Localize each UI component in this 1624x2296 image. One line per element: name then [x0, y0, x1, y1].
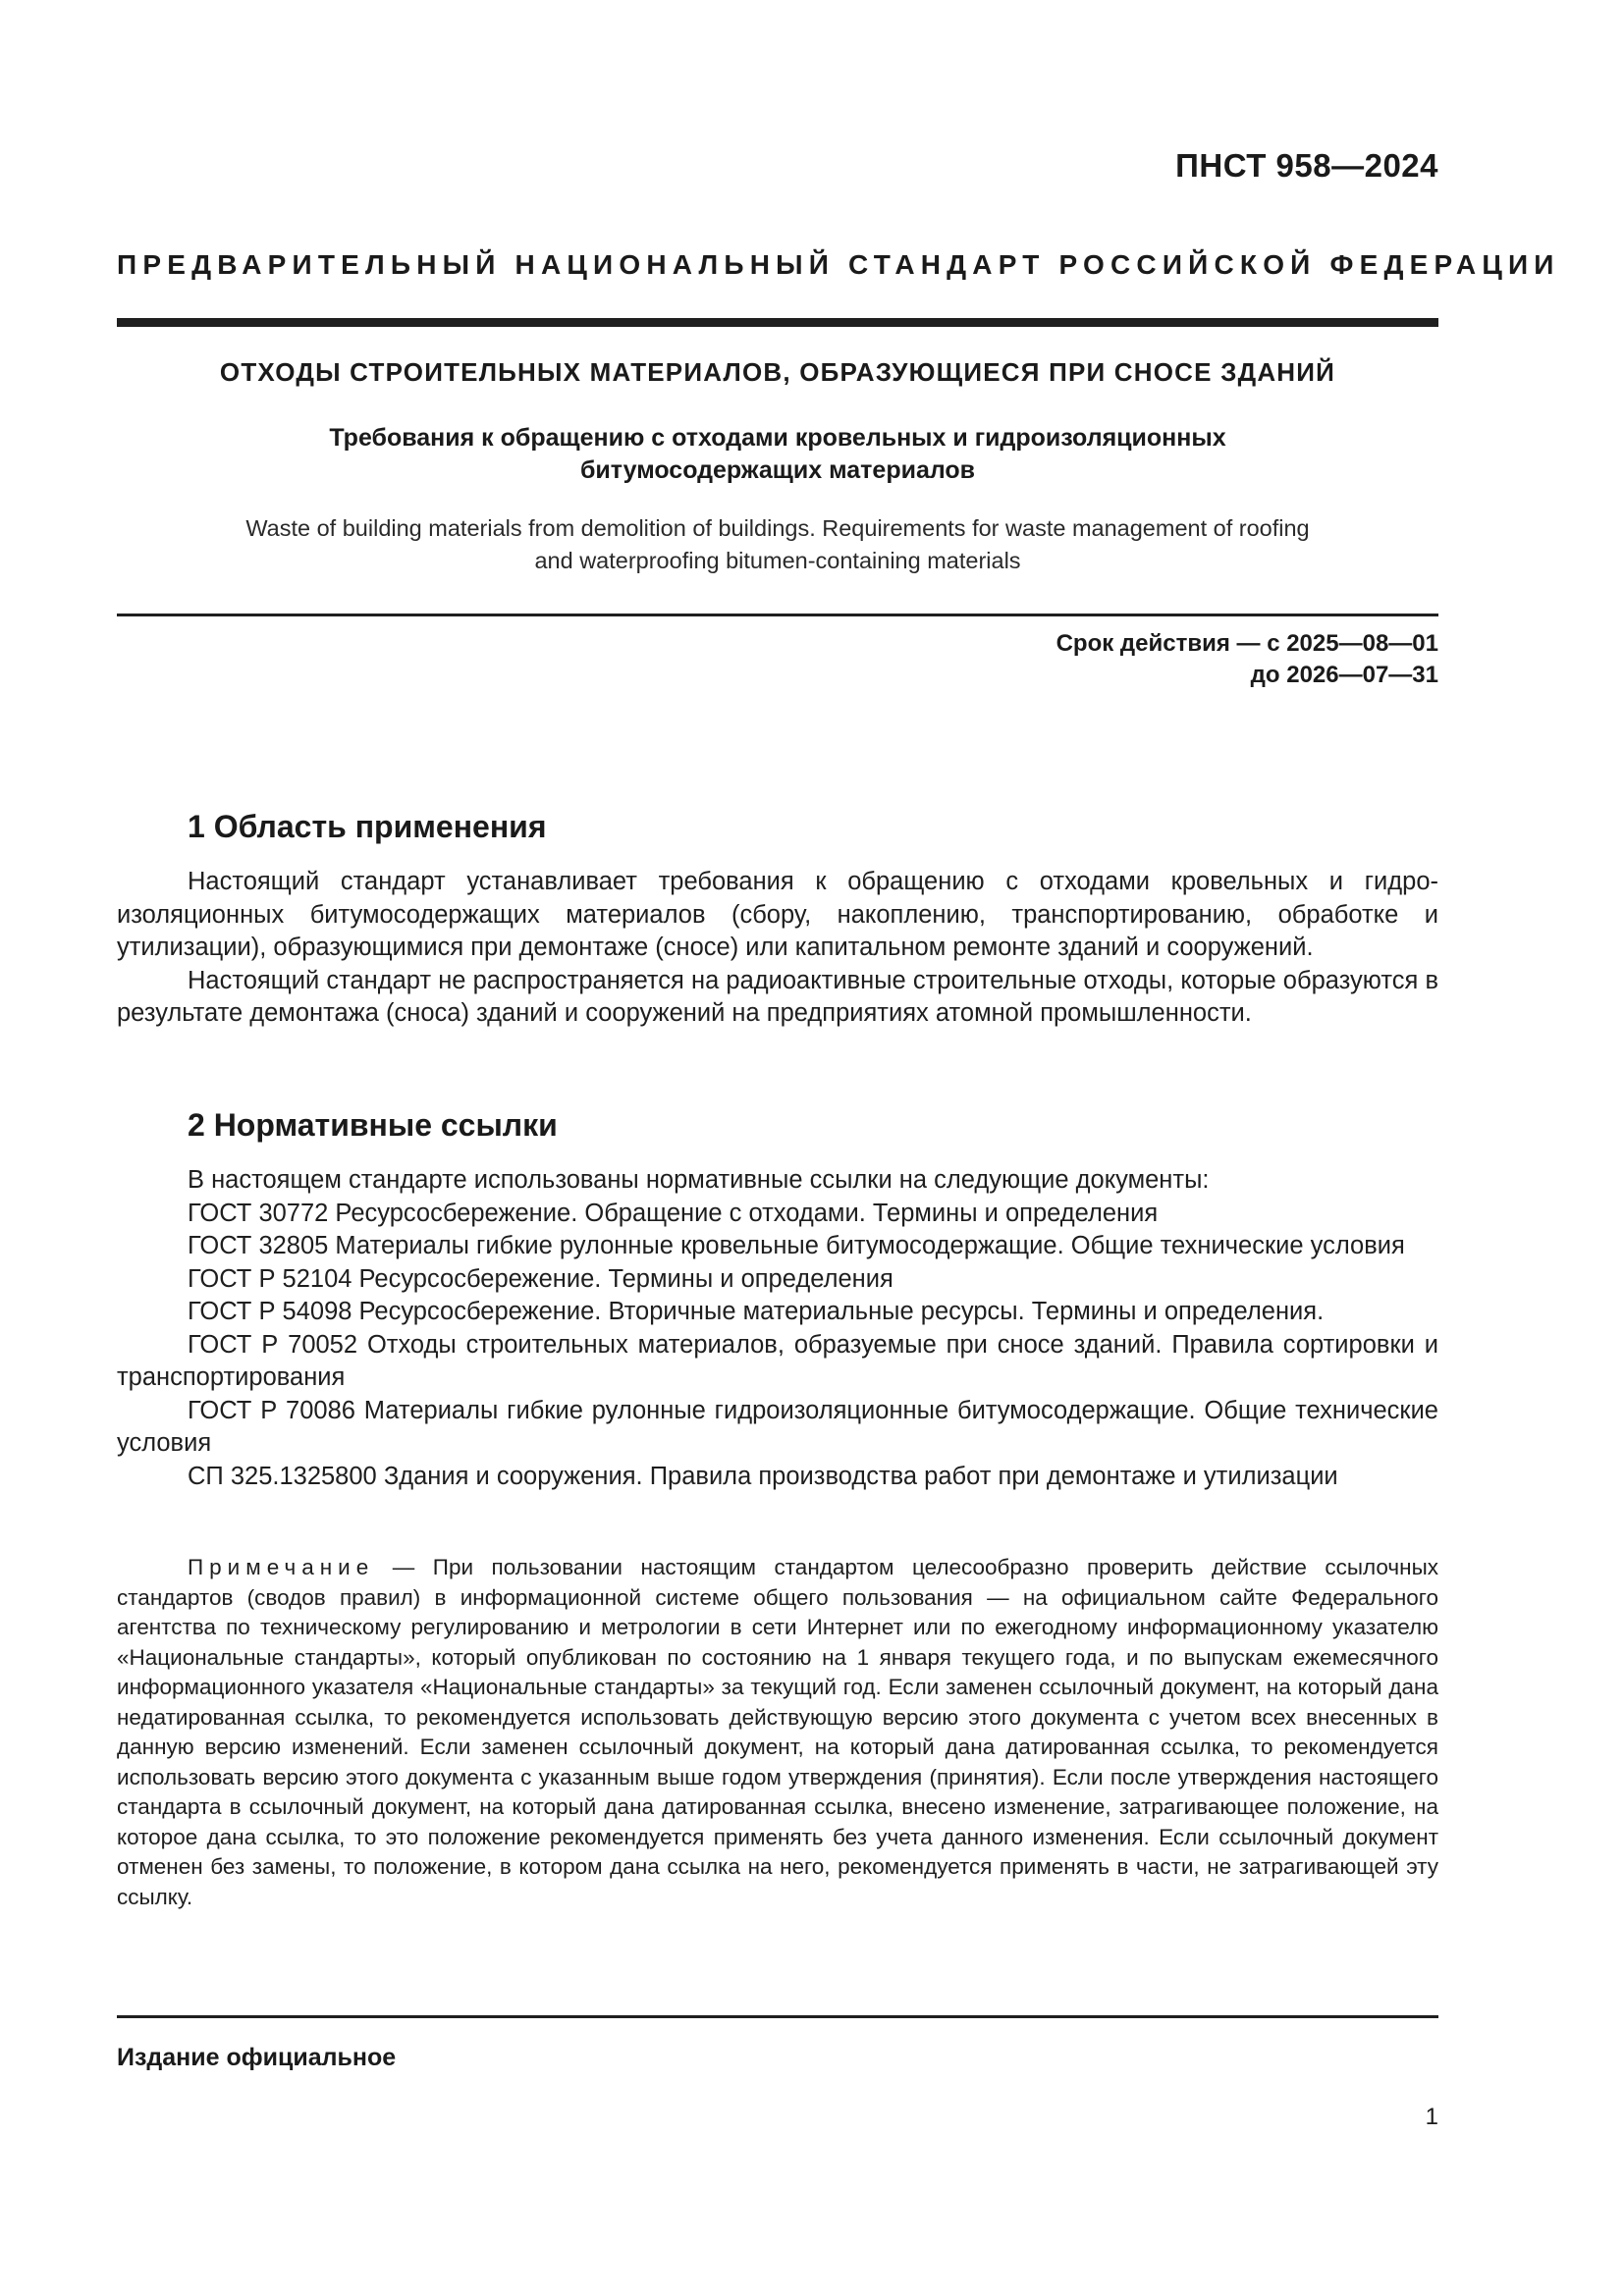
reference-item: ГОСТ 30772 Ресурсосбережение. Обращение с отходами. Термины и определения: [188, 1199, 1159, 1227]
document-code: ПНСТ 958—2024: [1175, 147, 1438, 184]
reference-item: ГОСТ 32805 Материалы гибкие рулонные кровельные битумосодержащие. Общие технические условия: [188, 1232, 1405, 1259]
english-title-line-1: Waste of building materials from demolition of buildings. Requirements for waste management of roofing: [245, 515, 1310, 541]
validity-to: до 2026—07—31: [1250, 662, 1438, 688]
validity-period: [1056, 628, 1438, 691]
title-divider-thin: [117, 614, 1438, 616]
note-text: — При пользовании настоящим стандартом целесообразно проверить действие ссылочных стандартов (сводов правил) в информационной системе общего пользования — на официальном сайте Федерального агентства по техническому регулированию и метрологии в сети Интернет или по ежегодному информационному указателю «Национальные стандарты», который опубликован по состоянию на 1 января текущего года, и по выпускам ежемесячного информационного указателя «Национальные стандарты» за текущий год. Если заменен ссылочный документ, на который дана недатированная ссылка, то рекомендуется использовать действующую версию этого документа с учетом всех внесенных в данную версию изменений. Если заменен ссылочный документ, на который дана датированная ссылка, то рекомендуется использовать версию этого документа с указанным выше годом утверждения (принятия). Если после утверждения настоящего стандарта в ссылочный документ, на который дана датированная ссылка, внесено изменение, затрагивающее положение, на которое дана ссылка, то это положение рекомендуется применять без учета данного изменения. Если ссылочный документ отменен без замены, то положение, в котором дана ссылка на него, рекомендуется применять в части, не затрагивающей эту ссылку.: [117, 1555, 1438, 1909]
validity-from: Срок действия — с 2025—08—01: [1056, 630, 1438, 657]
references-note: [117, 1553, 1438, 1912]
reference-item: ГОСТ Р 70086 Материалы гибкие рулонные гидроизоляционные битумосодержащие. Общие технические условия: [117, 1396, 1438, 1457]
section-2-heading: 2 Нормативные ссылки: [188, 1107, 558, 1143]
section-1-body: [117, 866, 1438, 1031]
page-number: 1: [1425, 2104, 1438, 2130]
note-label: Примечание: [188, 1555, 375, 1579]
subtitle-line-2: битумосодержащих материалов: [579, 456, 976, 484]
document-subtitle: [117, 422, 1438, 487]
references-intro: В настоящем стандарте использованы нормативные ссылки на следующие документы:: [188, 1166, 1210, 1194]
standard-type-heading: ПРЕДВАРИТЕЛЬНЫЙ НАЦИОНАЛЬНЫЙ СТАНДАРТ РОССИЙСКОЙ ФЕДЕРАЦИИ: [117, 249, 1560, 280]
official-edition-label: Издание официальное: [117, 2044, 397, 2071]
reference-item: ГОСТ Р 52104 Ресурсосбережение. Термины и определения: [188, 1264, 893, 1293]
section-1-paragraph: Настоящий стандарт устанавливает требования к обращению с отходами кровельных и гидроизоляционных битумосодержащих материалов (сбору, накоплению, транспортированию, обработке и утилизации), образующимися при демонтаже (сносе) или капитальном ремонте зданий и сооружений.: [117, 868, 1438, 961]
note-paragraph: [117, 1553, 1438, 1912]
document-title: ОТХОДЫ СТРОИТЕЛЬНЫХ МАТЕРИАЛОВ, ОБРАЗУЮЩИЕСЯ ПРИ СНОСЕ ЗДАНИЙ: [219, 357, 1336, 387]
top-divider-thick: [117, 318, 1438, 327]
reference-item: ГОСТ Р 54098 Ресурсосбережение. Вторичные материальные ресурсы. Термины и определения.: [188, 1298, 1325, 1325]
subtitle-line-1: Требования к обращению с отходами кровельных и гидроизоляционных: [329, 424, 1226, 452]
english-title: [117, 512, 1438, 577]
reference-item: СП 325.1325800 Здания и сооружения. Правила производства работ при демонтаже и утилизации: [188, 1462, 1338, 1490]
footer-divider: [117, 2015, 1438, 2018]
section-1-heading: 1 Область применения: [188, 809, 547, 844]
section-1-paragraph: Настоящий стандарт не распространяется на радиоактивные строительные отходы, которые образуются в результате демонтажа (сноса) зданий и сооружений на предприятиях атомной промышленности.: [117, 966, 1438, 1027]
section-2-body: [117, 1164, 1438, 1493]
reference-item: ГОСТ Р 70052 Отходы строительных материалов, образуемые при сносе зданий. Правила сортировки и транспортирования: [117, 1330, 1438, 1391]
english-title-line-2: and waterproofing bitumen-containing materials: [534, 548, 1021, 573]
